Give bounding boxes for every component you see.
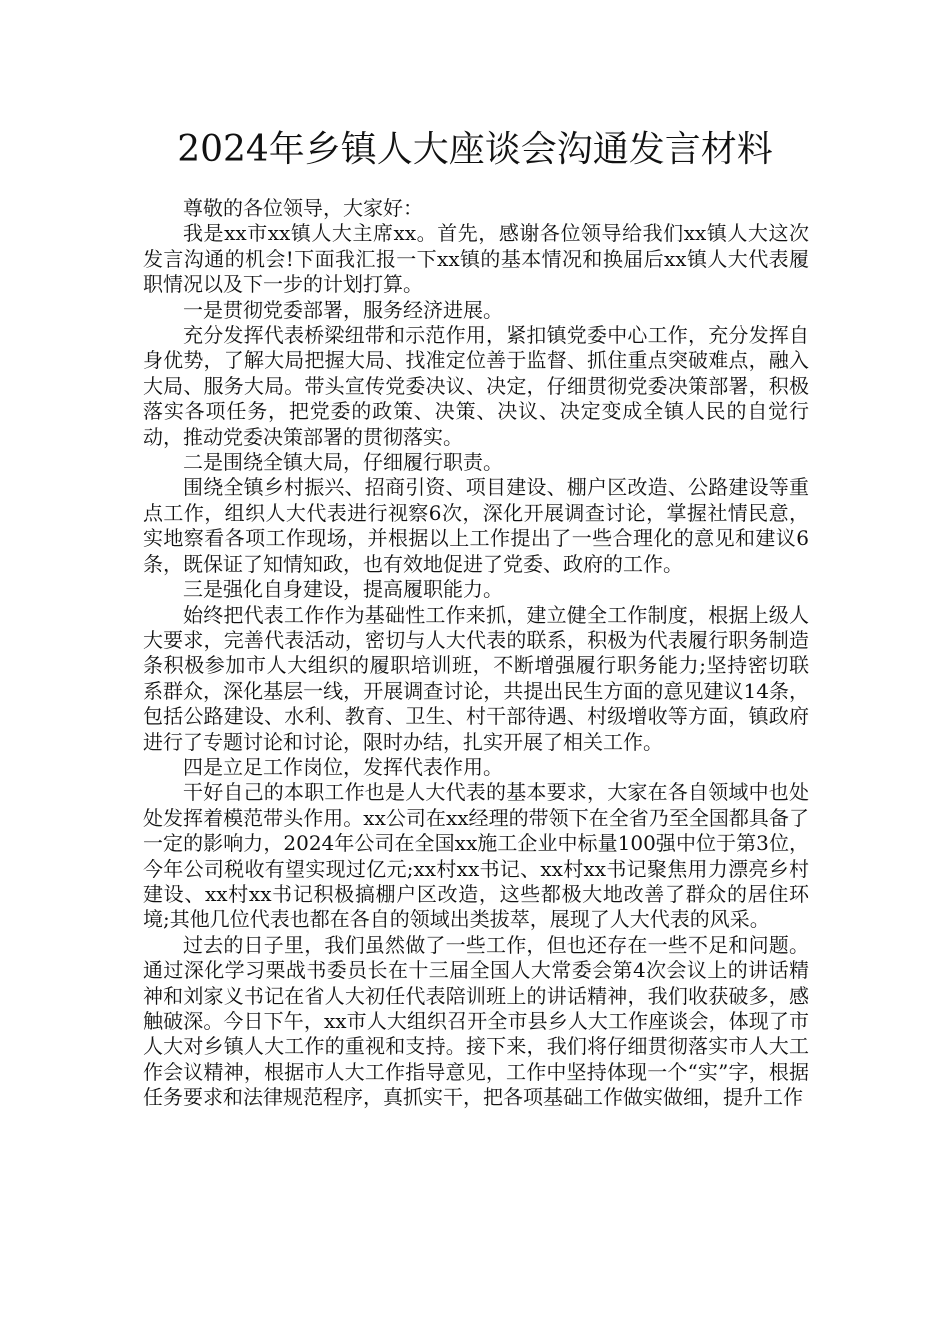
section-heading-3: 三是强化自身建设，提高履职能力。 (183, 577, 503, 602)
paragraph-section-1: 充分发挥代表桥梁纽带和示范作用，紧扣镇党委中心工作，充分发挥自身优势，了解大局把握大局、找准定位善于监督、抓住重点突破难点，融入大局、服务大局。带头宣传党委决议、决定，仔细贯彻党委决策部署，积极落实各项任务，把党委的政策、决策、决议、决定变成全镇人民的自觉行动，推动党委决策部署的贯彻落实。 (143, 323, 809, 449)
document-body (143, 196, 809, 1111)
section-heading-2: 二是围绕全镇大局，仔细履行职责。 (183, 450, 503, 475)
paragraph-conclusion: 过去的日子里，我们虽然做了一些工作，但也还存在一些不足和问题。通过深化学习栗战书委员长在十三届全国人大常委会第4次会议上的讲话精神和刘家义书记在省人大初任代表陪训班上的讲话精神，我们收获破多，感触破深。今日下午，xx市人大组织召开全市县乡人大工作座谈会，体现了市人大对乡镇人大工作的重视和支持。接下来，我们将仔细贯彻落实市人大工作会议精神，根据市人大工作指导意见，工作中坚持体现一个“实”字，根据任务要求和法律规范程序，真抓实干，把各项基础工作做实做细，提升工作 (143, 932, 809, 1110)
section-heading-4: 四是立足工作岗位，发挥代表作用。 (183, 754, 503, 779)
paragraph-introduction: 我是xx市xx镇人大主席xx。首先，感谢各位领导给我们xx镇人大这次发言沟通的机会!下面我汇报一下xx镇的基本情况和换届后xx镇人大代表履职情况以及下一步的计划打算。 (143, 221, 809, 297)
section-heading-1: 一是贯彻党委部署，服务经济进展。 (183, 297, 503, 322)
paragraph-section-2: 围绕全镇乡村振兴、招商引资、项目建设、棚户区改造、公路建设等重点工作，组织人大代表进行视察6次，深化开展调查讨论，掌握社情民意，实地察看各项工作现场，并根据以上工作提出了一些合理化的意见和建议6条，既保证了知情知政，也有效地促进了党委、政府的工作。 (143, 475, 809, 576)
paragraph-greeting: 尊敬的各位领导，大家好： (183, 196, 423, 220)
document-title: 2024年乡镇人大座谈会沟通发言材料 (177, 129, 773, 170)
paragraph-section-4: 干好自己的本职工作也是人大代表的基本要求，大家在各自领域中也处处发挥着模范带头作用。xx公司在xx经理的带领下在全省乃至全国都具备了一定的影响力，2024年公司在全国xx施工企业中标量100强中位于第3位，今年公司税收有望实现过亿元;xx村xx书记、xx村xx书记聚焦用力漂亮乡村建设、xx村xx书记积极搞棚户区改造，这些都极大地改善了群众的居住环境;其他几位代表也都在各自的领域出类拔萃，展现了人大代表的风采。 (143, 780, 809, 932)
paragraph-section-3: 始终把代表工作作为基础性工作来抓，建立健全工作制度，根据上级人大要求，完善代表活动，密切与人大代表的联系，积极为代表履行职务制造条积极参加市人大组织的履职培训班，不断增强履行职务能力;坚持密切联系群众，深化基层一线，开展调查讨论，共提出民生方面的意见建议14条，包括公路建设、水利、教育、卫生、村干部待遇、村级增收等方面，镇政府进行了专题讨论和讨论，限时办结，扎实开展了相关工作。 (143, 602, 809, 754)
